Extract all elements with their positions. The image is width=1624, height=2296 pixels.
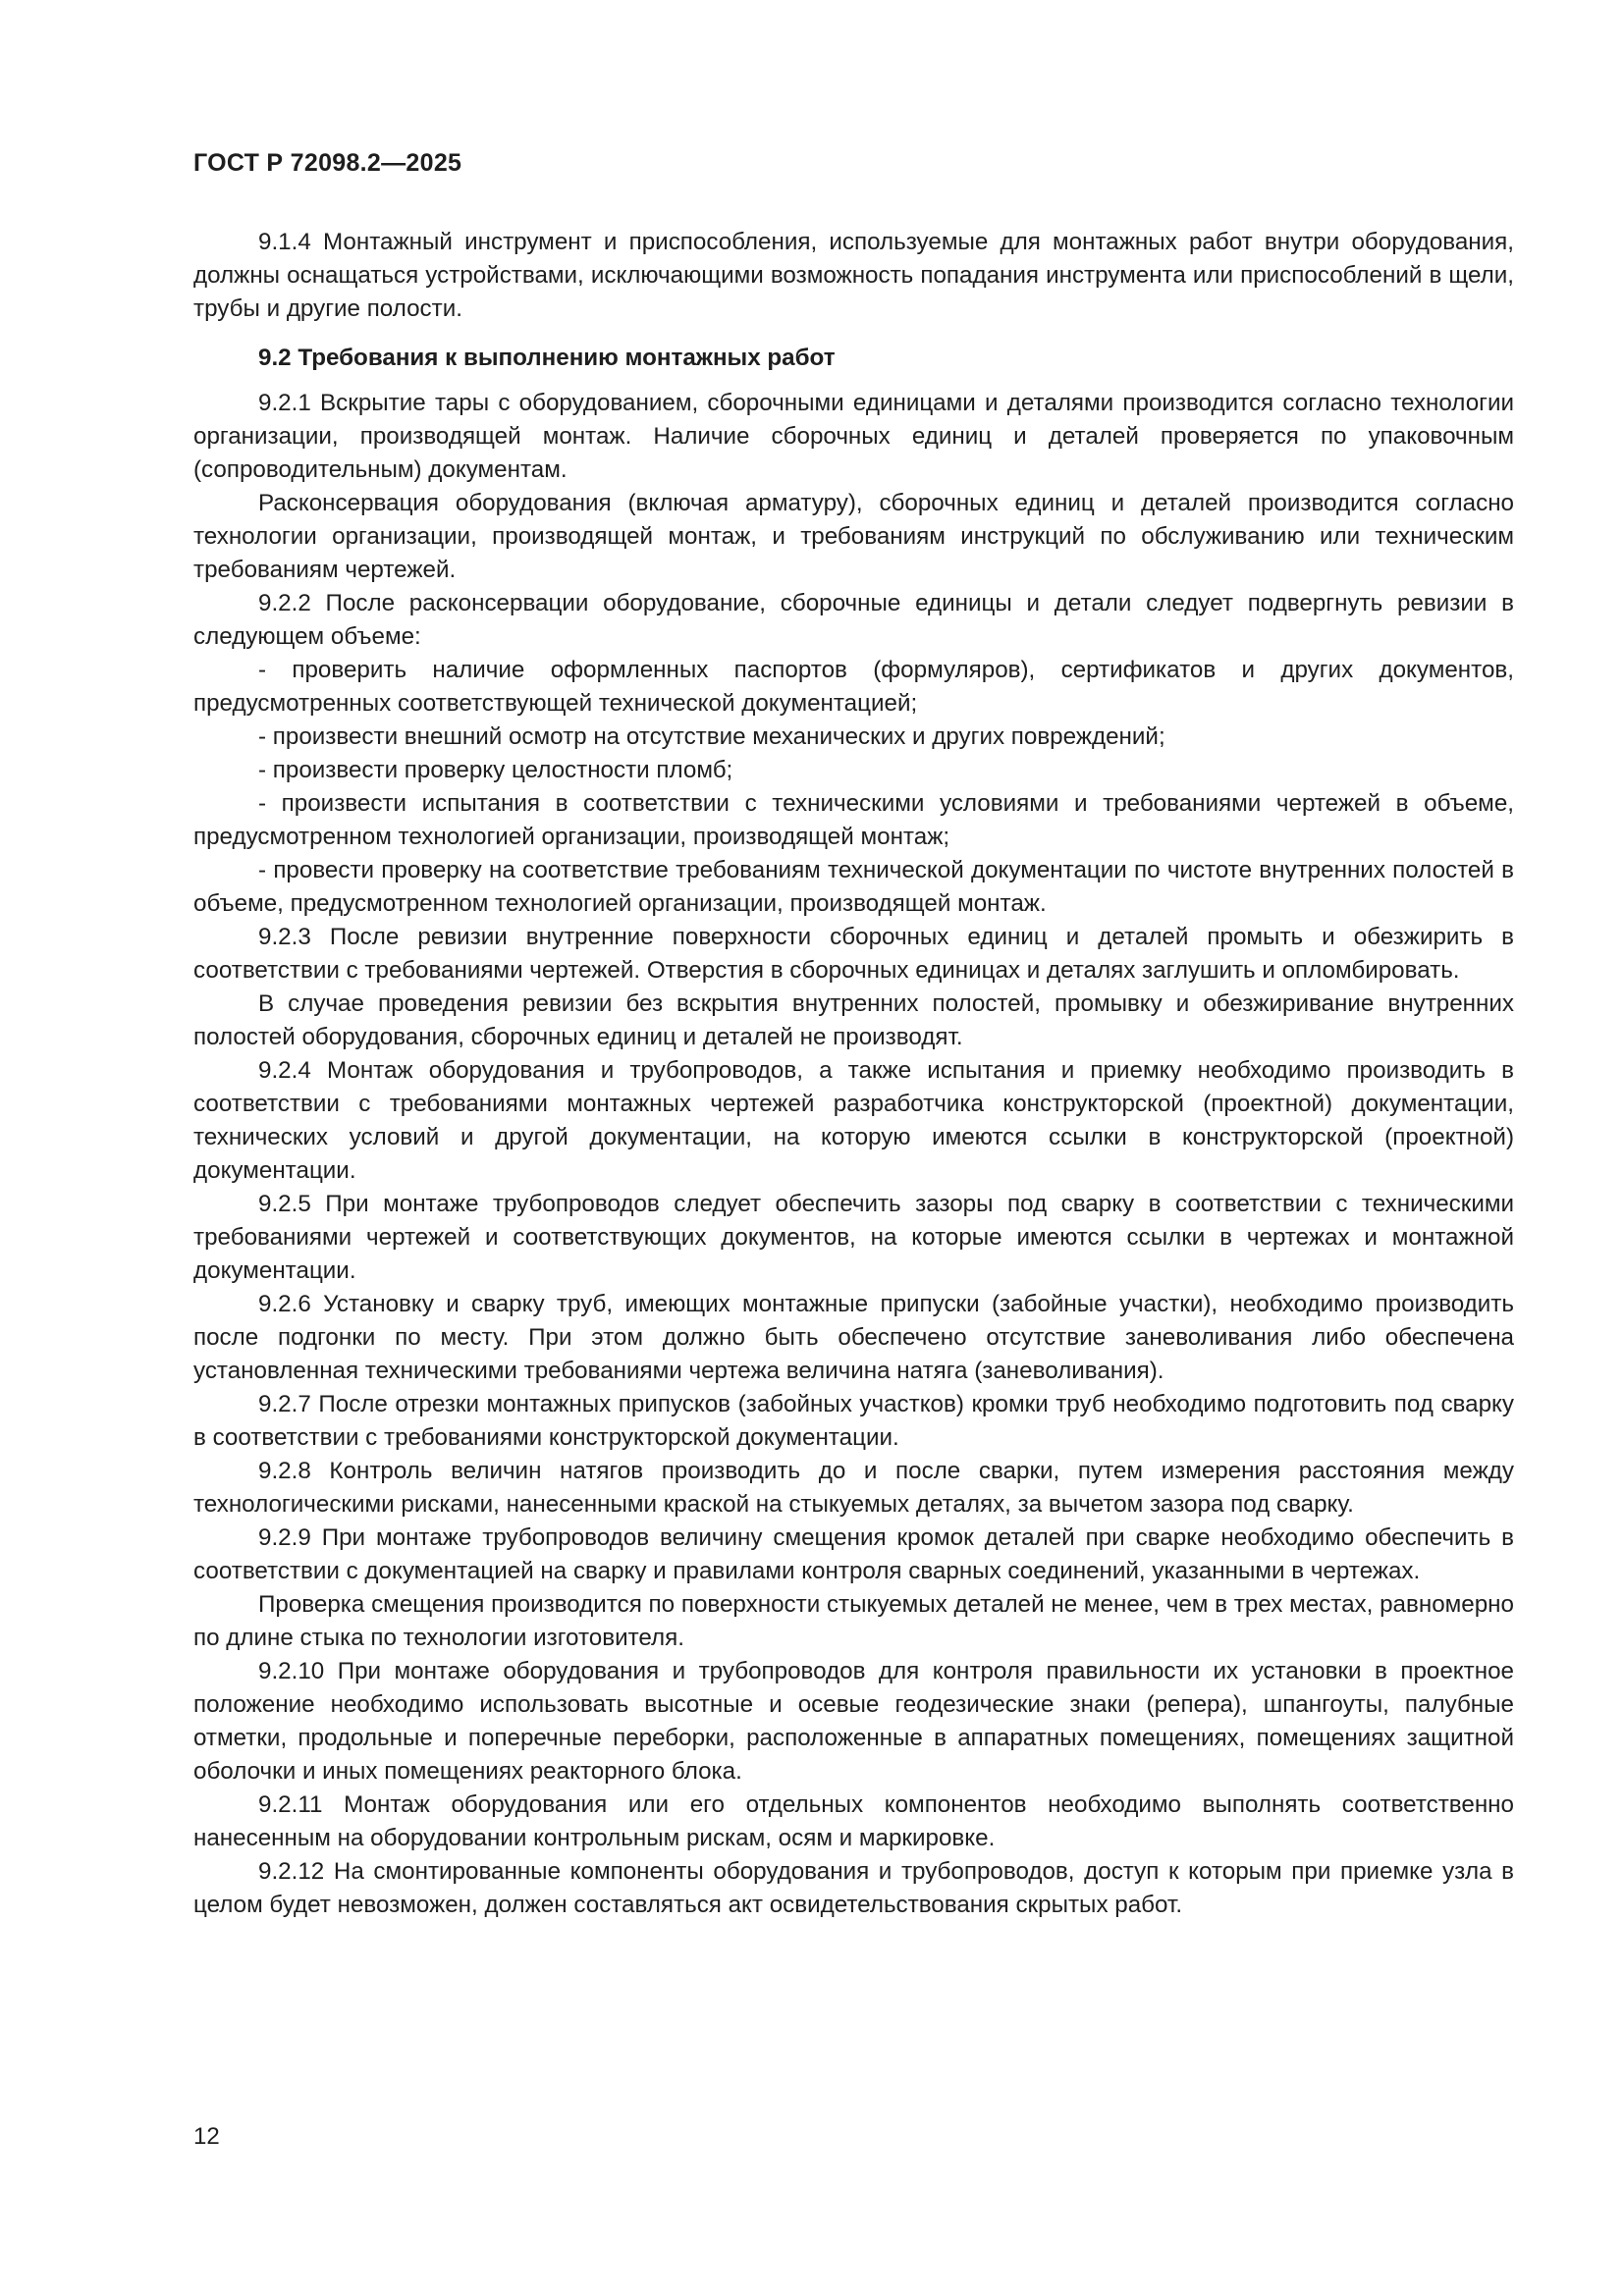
- list-item-9-2-2-b: - произвести внешний осмотр на отсутствие механических и других повреждений;: [258, 723, 1165, 750]
- paragraph-9-2-6: 9.2.6 Установку и сварку труб, имеющих монтажные припуски (забойные участки), необходимо производить после подгонки по месту. При этом должно быть обеспечено отсутствие заневоливания либо обеспечена установленная техническими требованиями чертежа величина натяга (заневоливания).: [193, 1291, 1514, 1384]
- paragraph-9-2-12: 9.2.12 На смонтированные компоненты оборудования и трубопроводов, доступ к которым при приемке узла в целом будет невозможен, должен составляться акт освидетельствования скрытых работ.: [193, 1858, 1514, 1918]
- paragraph-9-1-4: 9.1.4 Монтажный инструмент и приспособления, используемые для монтажных работ внутри оборудования, должны оснащаться устройствами, исключающими возможность попадания инструмента или приспособлений в щели, трубы и другие полости.: [193, 229, 1514, 322]
- paragraph-9-2-3: 9.2.3 После ревизии внутренние поверхности сборочных единиц и деталей промыть и обезжирить в соответствии с требованиями чертежей. Отверстия в сборочных единицах и деталях заглушить и опломбировать.: [193, 924, 1514, 984]
- paragraph-9-2-1-continuation: Расконсервация оборудования (включая арматуру), сборочных единиц и деталей производится согласно технологии организации, производящей монтаж, и требованиям инструкций по обслуживанию или техническим требованиям чертежей.: [193, 490, 1514, 583]
- paragraph-9-2-10: 9.2.10 При монтаже оборудования и трубопроводов для контроля правильности их установки в проектное положение необходимо использовать высотные и осевые геодезические знаки (репера), шпангоуты, палубные отметки, продольные и поперечные переборки, расположенные в аппаратных помещениях, помещениях защитной оболочки и иных помещениях реакторного блока.: [193, 1658, 1514, 1785]
- document-body: [193, 226, 1514, 1922]
- paragraph-9-2-11: 9.2.11 Монтаж оборудования или его отдельных компонентов необходимо выполнять соответственно нанесенным на оборудовании контрольным рискам, осям и маркировке.: [193, 1791, 1514, 1851]
- paragraph-9-2-3-continuation: В случае проведения ревизии без вскрытия внутренних полостей, промывку и обезжиривание внутренних полостей оборудования, сборочных единиц и деталей не производят.: [193, 990, 1514, 1050]
- paragraph-9-2-4: 9.2.4 Монтаж оборудования и трубопроводов, а также испытания и приемку необходимо производить в соответствии с требованиями монтажных чертежей разработчика конструкторской (проектной) документации, технических условий и другой документации, на которую имеются ссылки в конструкторской (проектной) документации.: [193, 1057, 1514, 1184]
- list-item-9-2-2-c: - произвести проверку целостности пломб;: [258, 757, 733, 783]
- paragraph-9-2-7: 9.2.7 После отрезки монтажных припусков (забойных участков) кромки труб необходимо подготовить под сварку в соответствии с требованиями конструкторской документации.: [193, 1391, 1514, 1451]
- list-item-9-2-2-e: - провести проверку на соответствие требованиям технической документации по чистоте внутренних полостей в объеме, предусмотренном технологией организации, производящей монтаж.: [193, 857, 1514, 917]
- paragraph-9-2-9: 9.2.9 При монтаже трубопроводов величину смещения кромок деталей при сварке необходимо обеспечить в соответствии с документацией на сварку и правилами контроля сварных соединений, указанными в чертежах.: [193, 1524, 1514, 1584]
- page-number: 12: [193, 2123, 220, 2150]
- list-item-9-2-2-a: - проверить наличие оформленных паспортов (формуляров), сертификатов и других документов, предусмотренных соответствующей технической документацией;: [193, 657, 1514, 717]
- paragraph-9-2-9-continuation: Проверка смещения производится по поверхности стыкуемых деталей не менее, чем в трех местах, равномерно по длине стыка по технологии изготовителя.: [193, 1591, 1514, 1651]
- paragraph-9-2-1: 9.2.1 Вскрытие тары с оборудованием, сборочными единицами и деталями производится согласно технологии организации, производящей монтаж. Наличие сборочных единиц и деталей проверяется по упаковочным (сопроводительным) документам.: [193, 390, 1514, 483]
- section-heading-9-2: 9.2 Требования к выполнению монтажных работ: [258, 345, 836, 371]
- paragraph-9-2-2: 9.2.2 После расконсервации оборудование, сборочные единицы и детали следует подвергнуть ревизии в следующем объеме:: [193, 590, 1514, 650]
- document-header-code: ГОСТ Р 72098.2—2025: [193, 149, 462, 177]
- paragraph-9-2-5: 9.2.5 При монтаже трубопроводов следует обеспечить зазоры под сварку в соответствии с техническими требованиями чертежей и соответствующих документов, на которые имеются ссылки в чертежах и монтажной документации.: [193, 1191, 1514, 1284]
- list-item-9-2-2-d: - произвести испытания в соответствии с техническими условиями и требованиями чертежей в объеме, предусмотренном технологией организации, производящей монтаж;: [193, 790, 1514, 850]
- paragraph-9-2-8: 9.2.8 Контроль величин натягов производить до и после сварки, путем измерения расстояния между технологическими рисками, нанесенными краской на стыкуемых деталях, за вычетом зазора под сварку.: [193, 1458, 1514, 1518]
